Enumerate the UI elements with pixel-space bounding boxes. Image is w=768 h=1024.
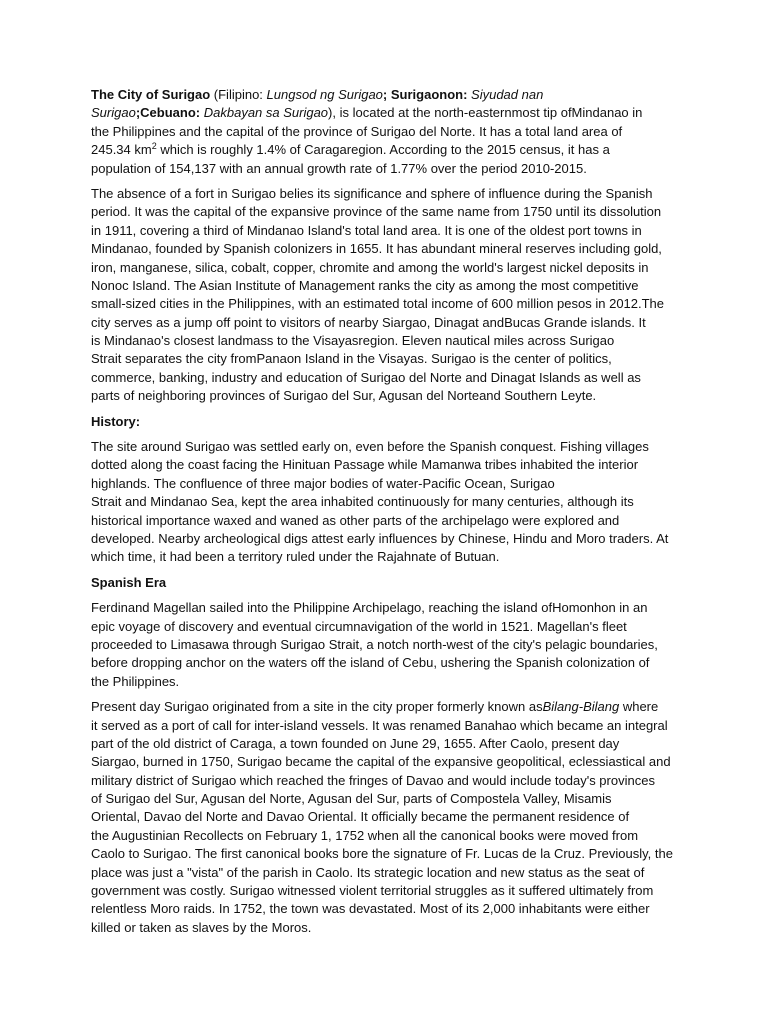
- paragraph-line: killed or taken as slaves by the Moros.: [91, 919, 312, 935]
- text-run: ), is located at the north-easternmost tip ofMindanao in: [328, 105, 643, 121]
- paragraph-line: in 1911, covering a third of Mindanao Island's total land area. It is one of the oldest port towns in: [91, 222, 642, 238]
- surigaonon-label: Surigaonon:: [390, 87, 468, 102]
- surigaonon-name: Siyudad nan: [471, 87, 544, 102]
- paragraph-line: dotted along the coast facing the Hinituan Passage while Mamanwa tribes inhabited the interior: [91, 457, 639, 473]
- paragraph-line: highlands. The confluence of three major bodies of water-Pacific Ocean, Surigao: [91, 475, 555, 491]
- paragraph-line: epic voyage of discovery and eventual circumnavigation of the world in 1521. Magellan's fleet: [91, 618, 627, 634]
- paragraph-line: Nonoc Island. The Asian Institute of Management ranks the city as among the most competitive: [91, 277, 639, 293]
- intro-line-5: population of 154,137 with an annual growth rate of 1.77% over the period 2010-2015.: [91, 160, 587, 176]
- paragraph-line: Siargao, burned in 1750, Surigao became the capital of the expansive geopolitical, eclessiastical and: [91, 754, 671, 770]
- cebuano-label: Cebuano:: [140, 105, 201, 121]
- paragraph-line: Ferdinand Magellan sailed into the Philippine Archipelago, reaching the island ofHomonhon in an: [91, 600, 648, 616]
- superscript: 2: [151, 141, 157, 152]
- present-day-paragraph: [91, 698, 683, 937]
- paragraph-line: of Surigao del Sur, Agusan del Norte, Agusan del Sur, parts of Compostela Valley, Misamis: [91, 791, 612, 807]
- surigaonon-name-cont: Surigao: [91, 105, 136, 121]
- cebuano-name: Dakbayan sa Surigao: [203, 105, 329, 121]
- paragraph-line: Oriental, Davao del Norte and Davao Oriental. It officially became the permanent residence of: [91, 809, 630, 825]
- bilang-bilang-term: Bilang-Bilang: [542, 699, 620, 715]
- text-run: which is roughly 1.4% of Caragaregion. According to the 2015 census, it has a: [156, 142, 610, 158]
- magellan-paragraph: [91, 599, 683, 691]
- paragraph-line: The absence of a fort in Surigao belies its significance and sphere of influence during the Spanish: [91, 185, 653, 201]
- text-run: where: [619, 699, 659, 715]
- paragraph-line: Strait and Mindanao Sea, kept the area inhabited continuously for many centuries, although its: [91, 494, 634, 510]
- intro-paragraph: [91, 86, 683, 178]
- paragraph-line: The site around Surigao was settled early on, even before the Spanish conquest. Fishing villages: [91, 439, 649, 455]
- paragraph-line: parts of neighboring provinces of Surigao del Sur, Agusan del Norteand Southern Leyte.: [91, 388, 597, 404]
- paragraph-line: which time, it had been a territory ruled under the Rajahnate of Butuan.: [91, 549, 500, 565]
- intro-line-2: [91, 104, 683, 122]
- paragraph-line: developed. Nearby archeological digs attest early influences by Chinese, Hindu and Moro traders. At: [91, 530, 669, 546]
- paragraph-line: place was just a "vista" of the parish in Caolo. Its strategic location and new status as the seat of: [91, 864, 645, 880]
- paragraph-line: is Mindanao's closest landmass to the Visayasregion. Eleven nautical miles across Surigao: [91, 333, 615, 349]
- paragraph-line: military district of Surigao which reached the fringes of Davao and would include today's provinces: [91, 772, 655, 788]
- overview-paragraph: [91, 185, 683, 406]
- document-page: [91, 86, 683, 944]
- paragraph-line: the Augustinian Recollects on February 1, 1752 when all the canonical books were moved from: [91, 827, 639, 843]
- paragraph-line: before dropping anchor on the waters off the island of Cebu, ushering the Spanish colonization of: [91, 655, 650, 671]
- text-run: 245.34 km: [91, 142, 152, 158]
- intro-line-3: the Philippines and the capital of the province of Surigao del Norte. It has a total land area of: [91, 123, 623, 139]
- paragraph-line: iron, manganese, silica, cobalt, copper, chromite and among the world's largest nickel deposits in: [91, 259, 649, 275]
- paragraph-line: government was costly. Surigao witnessed violent territorial struggles as it suffered ultimately from: [91, 883, 654, 899]
- intro-line-4: [91, 141, 683, 159]
- filipino-name: Lungsod ng Surigao: [266, 87, 383, 102]
- paragraph-line: Mindanao, founded by Spanish colonizers in 1655. It has abundant mineral reserves including gold,: [91, 241, 662, 257]
- paragraph-line: small-sized cities in the Philippines, with an estimated total income of 600 million pesos in 2012.The: [91, 296, 665, 312]
- city-title: The City of Surigao: [91, 87, 211, 102]
- paragraph-line: city serves as a jump off point to visitors of nearby Siargao, Dinagat andBucas Grande islands. It: [91, 314, 646, 330]
- paragraph-line: period. It was the capital of the expansive province of the same name from 1750 until its dissolution: [91, 204, 662, 220]
- paragraph-line: relentless Moro raids. In 1752, the town was devastated. Most of its 2,000 inhabitants were either: [91, 901, 650, 917]
- text-run: Present day Surigao originated from a site in the city proper formerly known as: [91, 699, 543, 715]
- paragraph-line: the Philippines.: [91, 673, 180, 689]
- paragraph-line: [91, 698, 683, 716]
- paragraph-line: Caolo to Surigao. The first canonical books bore the signature of Fr. Lucas de la Cruz. Previously, the: [91, 846, 673, 862]
- paragraph-line: historical importance waxed and waned as other parts of the archipelago were explored and: [91, 512, 620, 528]
- history-heading: History:: [91, 413, 141, 429]
- history-paragraph: [91, 438, 683, 567]
- paragraph-line: it served as a port of call for inter-island vessels. It was renamed Banahao which became an integral: [91, 717, 668, 733]
- intro-line-1: [91, 86, 683, 104]
- paragraph-line: proceeded to Limasawa through Surigao Strait, a notch north-west of the city's pelagic boundaries,: [91, 636, 658, 652]
- spanish-era-heading: Spanish Era: [91, 574, 167, 590]
- paragraph-line: part of the old district of Caraga, a town founded on June 29, 1655. After Caolo, present day: [91, 735, 620, 751]
- paragraph-line: Strait separates the city fromPanaon Island in the Visayas. Surigao is the center of politics,: [91, 351, 612, 367]
- text-run: (Filipino:: [210, 87, 267, 102]
- text-run: ;: [382, 87, 391, 102]
- text-run: ;: [135, 105, 141, 121]
- paragraph-line: commerce, banking, industry and education of Surigao del Norte and Dinagat Islands as well as: [91, 369, 641, 385]
